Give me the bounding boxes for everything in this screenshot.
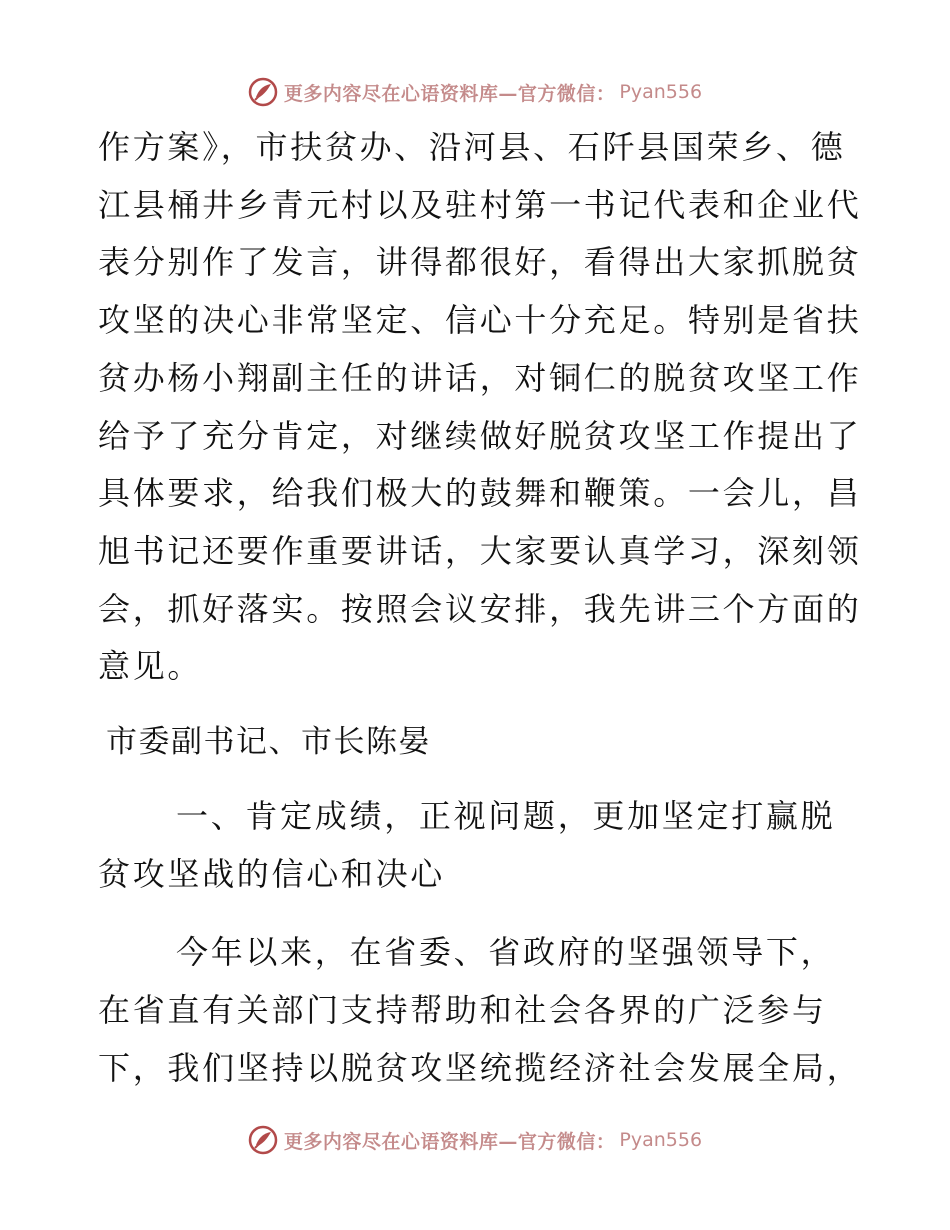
para2-line-2: 在省直有关部门支持帮助和社会各界的广泛参与	[98, 991, 827, 1030]
footer-brand-text: 更多内容尽在心语资料库—官方微信：	[283, 1130, 616, 1153]
document-body	[98, 119, 862, 1098]
header-contact: Pyan556	[619, 81, 703, 103]
para1-line-9: 会，抓好落实。按照会议安排，我先讲三个方面的	[98, 589, 862, 628]
header-banner	[0, 72, 950, 112]
heading1-line-1: 一、肯定成绩，正视问题，更加坚定打赢脱	[176, 797, 836, 836]
para1-line-3: 表分别作了发言，讲得都很好，看得出大家抓脱贫	[98, 243, 862, 282]
leaf-pen-logo-icon	[248, 1125, 278, 1155]
footer-banner	[0, 1120, 950, 1160]
para1-line-2: 江县桶井乡青元村以及驻村第一书记代表和企业代	[98, 185, 862, 224]
heading1-line-2: 贫攻坚战的信心和决心	[98, 854, 446, 893]
para1-line-6: 给予了充分肯定，对继续做好脱贫攻坚工作提出了	[98, 416, 862, 455]
para1-line-5: 贫办杨小翔副主任的讲话，对铜仁的脱贫攻坚工作	[98, 358, 862, 397]
para1-line-4: 攻坚的决心非常坚定、信心十分充足。特别是省扶	[98, 301, 862, 340]
footer-contact: Pyan556	[619, 1129, 703, 1151]
speaker-line: 市委副书记、市长陈晏	[106, 724, 431, 761]
para2-line-3: 下，我们坚持以脱贫攻坚统揽经济社会发展全局，	[98, 1048, 862, 1087]
para2-line-1: 今年以来，在省委、省政府的坚强领导下，	[176, 933, 836, 972]
header-brand-text: 更多内容尽在心语资料库—官方微信：	[283, 82, 616, 105]
para1-line-10: 意见。	[98, 647, 203, 686]
para1-line-1: 作方案》，市扶贫办、沿河县、石阡县国荣乡、德	[98, 128, 846, 166]
leaf-pen-logo-icon	[248, 77, 278, 107]
para1-line-7: 具体要求，给我们极大的鼓舞和鞭策。一会儿，昌	[98, 474, 862, 513]
para1-line-8: 旭书记还要作重要讲话，大家要认真学习，深刻领	[98, 531, 862, 570]
